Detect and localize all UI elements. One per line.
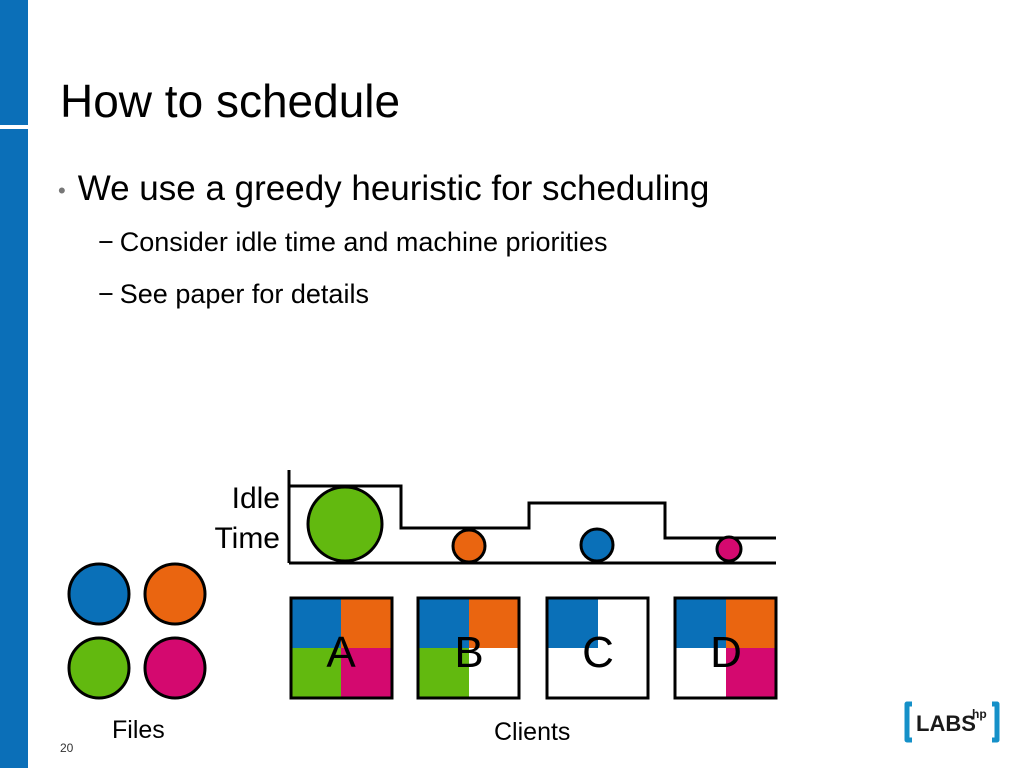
svg-text:hp: hp — [972, 707, 987, 721]
page-number: 20 — [60, 741, 74, 755]
client-d — [675, 598, 776, 698]
client-b — [418, 598, 519, 698]
magenta-file-circle — [717, 537, 741, 561]
hp-labs-logo — [902, 700, 1002, 744]
time-label: Time — [214, 522, 280, 555]
orange-file-circle — [453, 530, 485, 562]
client-label: D — [710, 628, 742, 677]
file-circle-green — [69, 638, 129, 698]
files-caption: Files — [112, 716, 165, 744]
clients-caption: Clients — [494, 718, 571, 746]
client-a — [291, 598, 392, 698]
file-circle-blue — [69, 564, 129, 624]
subbullet-dash: − — [98, 279, 114, 309]
subbullet-dash: − — [98, 227, 114, 257]
client-c — [547, 598, 648, 698]
svg-text:LABS: LABS — [916, 711, 976, 736]
green-file-circle — [308, 487, 382, 561]
bullet-text: We use a greedy heuristic for scheduling — [77, 169, 710, 208]
client-label: A — [326, 628, 356, 677]
bullet-dot: • — [58, 177, 66, 203]
client-label: C — [582, 628, 614, 677]
idle-label: Idle — [231, 482, 280, 515]
file-circle-magenta — [145, 638, 205, 698]
blue-file-circle — [581, 529, 613, 561]
slide-title: How to schedule — [60, 75, 401, 127]
subbullet-text: See paper for details — [119, 279, 369, 309]
client-label: B — [454, 628, 484, 677]
subbullet-text: Consider idle time and machine priorities — [119, 227, 608, 257]
file-circle-orange — [145, 564, 205, 624]
